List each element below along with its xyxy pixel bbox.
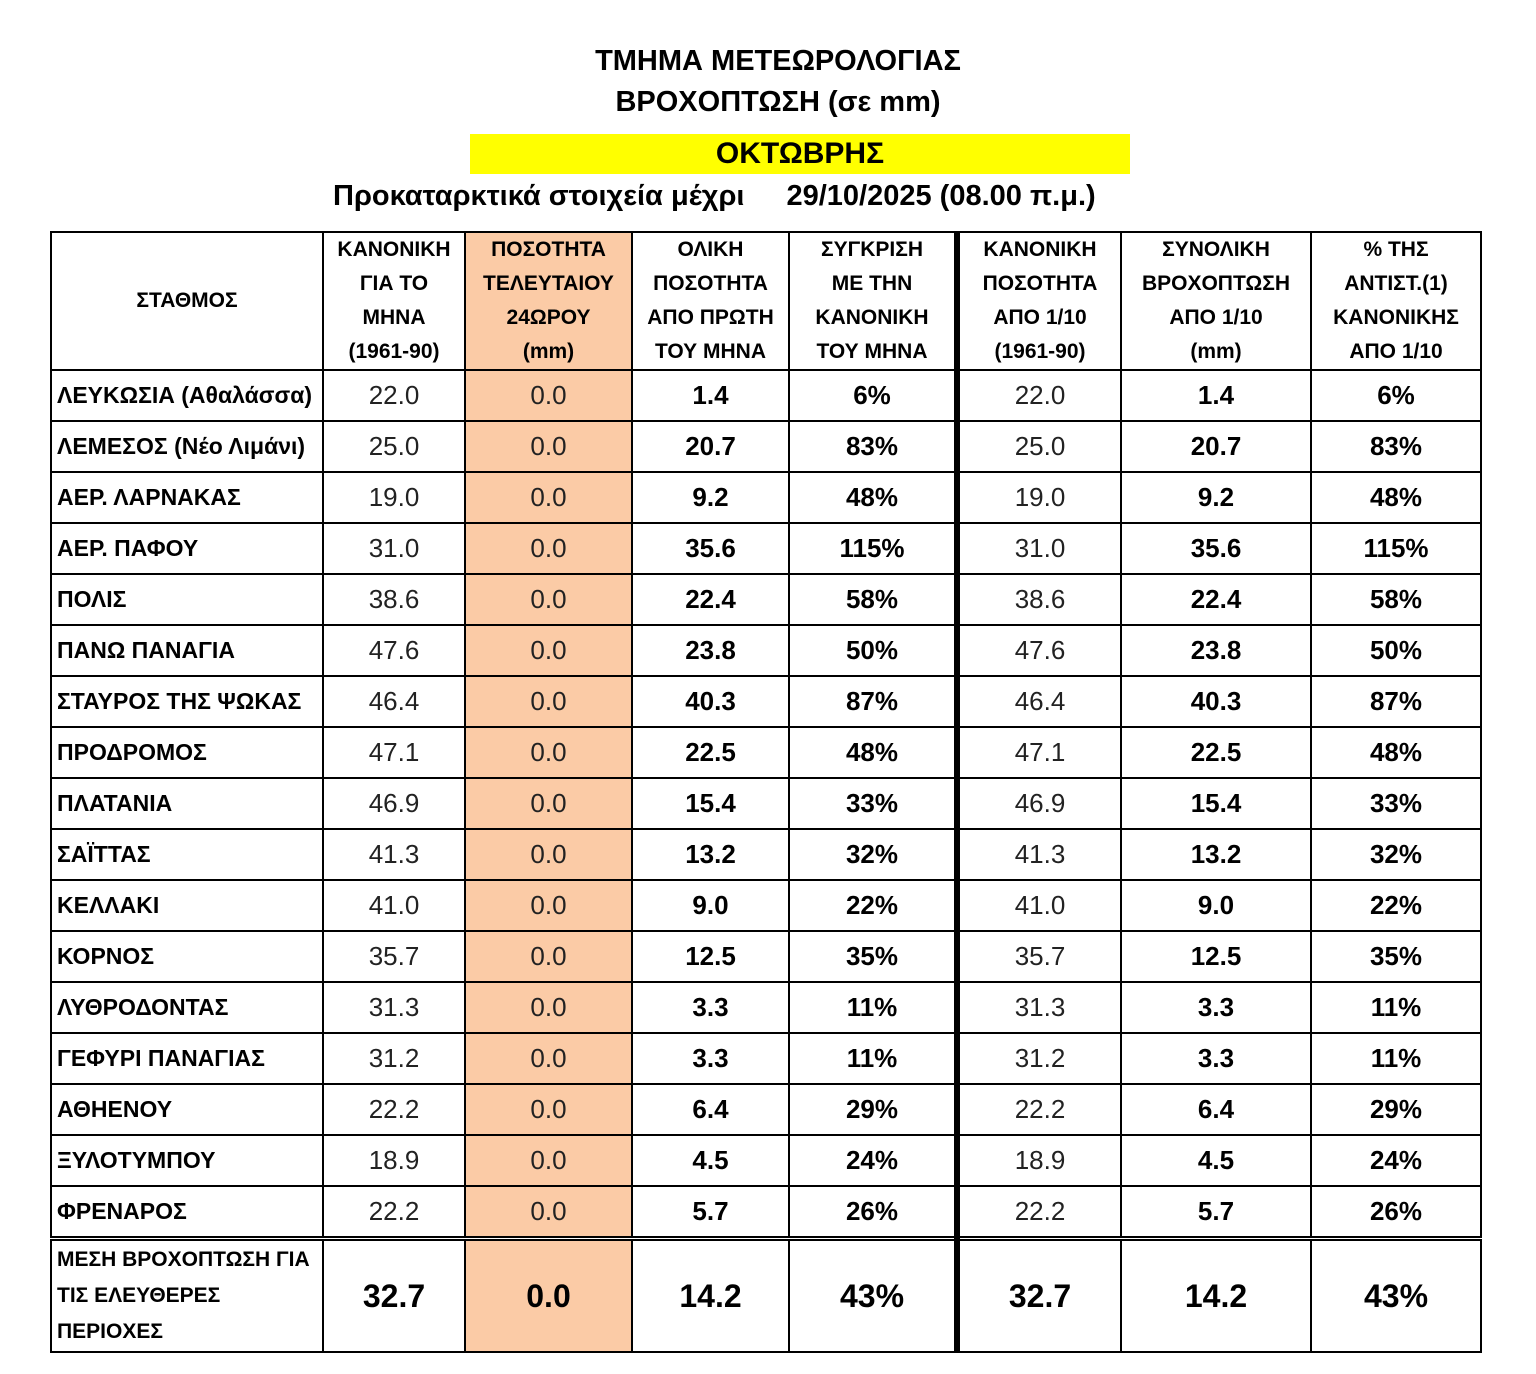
- header-line: ΜΕ ΤΗΝ: [831, 272, 913, 295]
- cell-monthly-normal: 31.2: [323, 1033, 465, 1084]
- cell-monthly-normal: 25.0: [323, 421, 465, 472]
- cell-month-total: 3.3: [632, 982, 789, 1033]
- cell-month-total: 40.3: [632, 676, 789, 727]
- table-row: [51, 931, 1481, 982]
- table-row: [51, 574, 1481, 625]
- cell-total-since-1-10: 1.4: [1121, 370, 1311, 421]
- cell-last-24h: 0.0: [465, 982, 632, 1033]
- cell-monthly-normal: 31.3: [323, 982, 465, 1033]
- cell-station-name: ΚΟΡΝΟΣ: [51, 931, 323, 982]
- cell-month-total: 22.4: [632, 574, 789, 625]
- cell-month-total: 6.4: [632, 1084, 789, 1135]
- cell-last-24h: 0.0: [465, 421, 632, 472]
- cell-station-name: ΠΛΑΤΑΝΙΑ: [51, 778, 323, 829]
- cell-month-comparison: 50%: [789, 625, 957, 676]
- cell-normal-since-1-10: 22.2: [957, 1186, 1121, 1239]
- table-row: [51, 523, 1481, 574]
- header-line: ΣΥΓΚΡΙΣΗ: [820, 238, 923, 261]
- cell-month-total: 12.5: [632, 931, 789, 982]
- cell-month-comparison: 22%: [789, 880, 957, 931]
- cell-station-name: ΛΕΜΕΣΟΣ (Νέο Λιμάνι): [51, 421, 323, 472]
- table-row: [51, 421, 1481, 472]
- cell-monthly-normal: 35.7: [323, 931, 465, 982]
- cell-last-24h: 0.0: [465, 523, 632, 574]
- cell-percent-of-normal: 48%: [1311, 727, 1481, 778]
- cell-month-total: 22.5: [632, 727, 789, 778]
- cell-last-24h: 0.0: [465, 1033, 632, 1084]
- average-monthly-normal: 32.7: [323, 1239, 465, 1353]
- month-banner: ΟΚΤΩΒΡΗΣ: [470, 134, 1130, 174]
- cell-monthly-normal: 18.9: [323, 1135, 465, 1186]
- header-line: ΑΠΟ ΠΡΩΤΗ: [647, 306, 774, 329]
- cell-normal-since-1-10: 22.0: [957, 370, 1121, 421]
- cell-station-name: ΓΕΦΥΡΙ ΠΑΝΑΓΙΑΣ: [51, 1033, 323, 1084]
- cell-month-total: 3.3: [632, 1033, 789, 1084]
- header-line: ΚΑΝΟΝΙΚΗ: [337, 238, 451, 261]
- cell-month-comparison: 83%: [789, 421, 957, 472]
- cell-normal-since-1-10: 47.6: [957, 625, 1121, 676]
- cell-total-since-1-10: 22.5: [1121, 727, 1311, 778]
- cell-total-since-1-10: 3.3: [1121, 1033, 1311, 1084]
- table-row: [51, 1186, 1481, 1239]
- cell-month-total: 35.6: [632, 523, 789, 574]
- header-line: ΤΟΥ ΜΗΝΑ: [816, 340, 928, 363]
- cell-month-comparison: 48%: [789, 727, 957, 778]
- header-line: ΚΑΝΟΝΙΚΗΣ: [1333, 306, 1459, 329]
- header-percent-of-normal: [1311, 232, 1481, 370]
- cell-last-24h: 0.0: [465, 931, 632, 982]
- cell-month-comparison: 58%: [789, 574, 957, 625]
- cell-station-name: ΠΡΟΔΡΟΜΟΣ: [51, 727, 323, 778]
- cell-station-name: ΠΟΛΙΣ: [51, 574, 323, 625]
- cell-last-24h: 0.0: [465, 1084, 632, 1135]
- cell-percent-of-normal: 32%: [1311, 829, 1481, 880]
- header-line: (mm): [522, 340, 575, 363]
- cell-normal-since-1-10: 18.9: [957, 1135, 1121, 1186]
- average-total-since-1-10: 14.2: [1121, 1239, 1311, 1353]
- cell-station-name: ΑΕΡ. ΛΑΡΝΑΚΑΣ: [51, 472, 323, 523]
- cell-percent-of-normal: 87%: [1311, 676, 1481, 727]
- cell-monthly-normal: 38.6: [323, 574, 465, 625]
- cell-monthly-normal: 47.1: [323, 727, 465, 778]
- cell-monthly-normal: 41.3: [323, 829, 465, 880]
- header-line: ΠΟΣΟΤΗΤΑ: [491, 238, 606, 261]
- cell-last-24h: 0.0: [465, 829, 632, 880]
- cell-percent-of-normal: 35%: [1311, 931, 1481, 982]
- header-line: (1961-90): [348, 340, 440, 363]
- cell-last-24h: 0.0: [465, 676, 632, 727]
- header-line: ΣΤΑΘΜΟΣ: [136, 289, 238, 312]
- average-label: ΜΕΣΗ ΒΡΟΧΟΠΤΩΣΗ ΓΙΑ ΤΙΣ ΕΛΕΥΘΕΡΕΣ ΠΕΡΙΟΧΕΣ: [51, 1239, 323, 1353]
- cell-month-total: 13.2: [632, 829, 789, 880]
- cell-last-24h: 0.0: [465, 574, 632, 625]
- cell-station-name: ΛΕΥΚΩΣΙΑ (Αθαλάσσα): [51, 370, 323, 421]
- average-percent-of-normal: 43%: [1311, 1239, 1481, 1353]
- cell-month-total: 4.5: [632, 1135, 789, 1186]
- cell-percent-of-normal: 83%: [1311, 421, 1481, 472]
- cell-percent-of-normal: 11%: [1311, 1033, 1481, 1084]
- cell-month-comparison: 11%: [789, 1033, 957, 1084]
- cell-station-name: ΛΥΘΡΟΔΟΝΤΑΣ: [51, 982, 323, 1033]
- average-month-comparison: 43%: [789, 1239, 957, 1353]
- table-row: [51, 829, 1481, 880]
- cell-total-since-1-10: 13.2: [1121, 829, 1311, 880]
- cell-monthly-normal: 46.4: [323, 676, 465, 727]
- cell-monthly-normal: 22.2: [323, 1084, 465, 1135]
- table-row: [51, 370, 1481, 421]
- table-row: [51, 676, 1481, 727]
- cell-month-comparison: 6%: [789, 370, 957, 421]
- cell-last-24h: 0.0: [465, 1135, 632, 1186]
- cell-last-24h: 0.0: [465, 1186, 632, 1239]
- cell-last-24h: 0.0: [465, 472, 632, 523]
- cell-last-24h: 0.0: [465, 880, 632, 931]
- header-month-total: [632, 232, 789, 370]
- header-line: ΜΗΝΑ: [362, 306, 426, 329]
- cell-total-since-1-10: 12.5: [1121, 931, 1311, 982]
- header-line: ΚΑΝΟΝΙΚΗ: [983, 238, 1097, 261]
- table-row: [51, 1135, 1481, 1186]
- table-row: [51, 880, 1481, 931]
- cell-percent-of-normal: 29%: [1311, 1084, 1481, 1135]
- cell-month-total: 5.7: [632, 1186, 789, 1239]
- cell-station-name: ΑΘΗΕΝΟΥ: [51, 1084, 323, 1135]
- cell-month-comparison: 33%: [789, 778, 957, 829]
- cell-monthly-normal: 46.9: [323, 778, 465, 829]
- cell-percent-of-normal: 24%: [1311, 1135, 1481, 1186]
- cell-normal-since-1-10: 38.6: [957, 574, 1121, 625]
- cell-month-total: 1.4: [632, 370, 789, 421]
- header-line: ΑΠΟ 1/10: [1349, 340, 1443, 363]
- average-last-24h: 0.0: [465, 1239, 632, 1353]
- cell-normal-since-1-10: 31.3: [957, 982, 1121, 1033]
- cell-percent-of-normal: 58%: [1311, 574, 1481, 625]
- cell-monthly-normal: 47.6: [323, 625, 465, 676]
- cell-last-24h: 0.0: [465, 370, 632, 421]
- table-row: [51, 727, 1481, 778]
- cell-monthly-normal: 19.0: [323, 472, 465, 523]
- cell-month-comparison: 35%: [789, 931, 957, 982]
- table-row: [51, 472, 1481, 523]
- cell-station-name: ΑΕΡ. ΠΑΦΟΥ: [51, 523, 323, 574]
- cell-percent-of-normal: 48%: [1311, 472, 1481, 523]
- cell-last-24h: 0.0: [465, 778, 632, 829]
- cell-station-name: ΣΑΪΤΤΑΣ: [51, 829, 323, 880]
- cell-station-name: ΣΤΑΥΡΟΣ ΤΗΣ ΨΩΚΑΣ: [51, 676, 323, 727]
- average-normal-since-1-10: 32.7: [957, 1239, 1121, 1353]
- cell-normal-since-1-10: 19.0: [957, 472, 1121, 523]
- cell-normal-since-1-10: 41.0: [957, 880, 1121, 931]
- cell-month-comparison: 87%: [789, 676, 957, 727]
- header-line: ΑΝΤΙΣΤ.(1): [1344, 272, 1448, 295]
- header-line: ΑΠΟ 1/10: [993, 306, 1087, 329]
- table-row: [51, 778, 1481, 829]
- cell-total-since-1-10: 6.4: [1121, 1084, 1311, 1135]
- cell-month-total: 23.8: [632, 625, 789, 676]
- preliminary-label: Προκαταρκτικά στοιχεία μέχρι: [333, 180, 745, 212]
- header-line: ΓΙΑ ΤΟ: [359, 272, 429, 295]
- page-subtitle-units: ΒΡΟΧΟΠΤΩΣΗ (σε mm): [615, 86, 941, 118]
- cell-normal-since-1-10: 31.0: [957, 523, 1121, 574]
- cell-percent-of-normal: 50%: [1311, 625, 1481, 676]
- cell-total-since-1-10: 9.0: [1121, 880, 1311, 931]
- cell-month-total: 15.4: [632, 778, 789, 829]
- table-row: [51, 1084, 1481, 1135]
- header-line: ΤΟΥ ΜΗΝΑ: [654, 340, 767, 363]
- header-line: ΚΑΝΟΝΙΚΗ: [815, 306, 929, 329]
- rainfall-table: [50, 231, 1482, 1353]
- cell-total-since-1-10: 3.3: [1121, 982, 1311, 1033]
- cell-station-name: ΠΑΝΩ ΠΑΝΑΓΙΑ: [51, 625, 323, 676]
- cell-month-total: 9.2: [632, 472, 789, 523]
- cell-last-24h: 0.0: [465, 625, 632, 676]
- cell-normal-since-1-10: 22.2: [957, 1084, 1121, 1135]
- cell-percent-of-normal: 115%: [1311, 523, 1481, 574]
- cell-monthly-normal: 31.0: [323, 523, 465, 574]
- header-line: (mm): [1190, 340, 1242, 363]
- cell-percent-of-normal: 6%: [1311, 370, 1481, 421]
- cell-percent-of-normal: 22%: [1311, 880, 1481, 931]
- header-line: ΣΥΝΟΛΙΚΗ: [1162, 238, 1270, 261]
- table-row: [51, 1033, 1481, 1084]
- cell-monthly-normal: 22.2: [323, 1186, 465, 1239]
- average-row: [51, 1239, 1481, 1353]
- cell-total-since-1-10: 22.4: [1121, 574, 1311, 625]
- cell-normal-since-1-10: 41.3: [957, 829, 1121, 880]
- cell-station-name: ΦΡΕΝΑΡΟΣ: [51, 1186, 323, 1239]
- cell-total-since-1-10: 5.7: [1121, 1186, 1311, 1239]
- cell-percent-of-normal: 26%: [1311, 1186, 1481, 1239]
- cell-percent-of-normal: 11%: [1311, 982, 1481, 1033]
- cell-month-comparison: 48%: [789, 472, 957, 523]
- header-last-24h: [465, 232, 632, 370]
- header-total-since-1-10: [1121, 232, 1311, 370]
- cell-total-since-1-10: 9.2: [1121, 472, 1311, 523]
- cell-last-24h: 0.0: [465, 727, 632, 778]
- cell-total-since-1-10: 23.8: [1121, 625, 1311, 676]
- average-month-total: 14.2: [632, 1239, 789, 1353]
- cell-station-name: ΚΕΛΛΑΚΙ: [51, 880, 323, 931]
- cell-total-since-1-10: 4.5: [1121, 1135, 1311, 1186]
- cell-total-since-1-10: 20.7: [1121, 421, 1311, 472]
- cell-normal-since-1-10: 46.4: [957, 676, 1121, 727]
- preliminary-date: 29/10/2025 (08.00 π.μ.): [786, 180, 1096, 212]
- header-month-comparison: [789, 232, 957, 370]
- table-header-row: [51, 232, 1481, 370]
- header-line: ΑΠΟ 1/10: [1169, 306, 1263, 329]
- cell-month-comparison: 11%: [789, 982, 957, 1033]
- cell-month-comparison: 32%: [789, 829, 957, 880]
- cell-station-name: ΞΥΛΟΤΥΜΠΟΥ: [51, 1135, 323, 1186]
- cell-month-comparison: 115%: [789, 523, 957, 574]
- cell-monthly-normal: 41.0: [323, 880, 465, 931]
- cell-month-comparison: 24%: [789, 1135, 957, 1186]
- page-title: ΤΜΗΜΑ ΜΕΤΕΩΡΟΛΟΓΙΑΣ: [595, 45, 961, 77]
- cell-normal-since-1-10: 47.1: [957, 727, 1121, 778]
- cell-month-comparison: 26%: [789, 1186, 957, 1239]
- cell-normal-since-1-10: 31.2: [957, 1033, 1121, 1084]
- table-row: [51, 625, 1481, 676]
- cell-normal-since-1-10: 25.0: [957, 421, 1121, 472]
- cell-normal-since-1-10: 35.7: [957, 931, 1121, 982]
- header-station: [51, 232, 323, 370]
- preliminary-data-line: [333, 180, 1096, 213]
- header-line: % ΤΗΣ: [1363, 238, 1429, 261]
- header-monthly-normal: [323, 232, 465, 370]
- header-line: ΠΟΣΟΤΗΤΑ: [653, 272, 768, 295]
- table-row: [51, 982, 1481, 1033]
- cell-monthly-normal: 22.0: [323, 370, 465, 421]
- header-line: 24ΩΡΟΥ: [506, 306, 591, 329]
- header-normal-since-1-10: [957, 232, 1121, 370]
- cell-total-since-1-10: 15.4: [1121, 778, 1311, 829]
- header-line: (1961-90): [994, 340, 1086, 363]
- cell-month-comparison: 29%: [789, 1084, 957, 1135]
- cell-total-since-1-10: 40.3: [1121, 676, 1311, 727]
- cell-percent-of-normal: 33%: [1311, 778, 1481, 829]
- cell-total-since-1-10: 35.6: [1121, 523, 1311, 574]
- header-line: ΟΛΙΚΗ: [677, 238, 744, 261]
- cell-month-total: 20.7: [632, 421, 789, 472]
- header-line: ΒΡΟΧΟΠΤΩΣΗ: [1141, 272, 1291, 295]
- header-line: ΤΕΛΕΥΤΑΙΟΥ: [483, 272, 614, 295]
- cell-normal-since-1-10: 46.9: [957, 778, 1121, 829]
- header-line: ΠΟΣΟΤΗΤΑ: [982, 272, 1098, 295]
- cell-month-total: 9.0: [632, 880, 789, 931]
